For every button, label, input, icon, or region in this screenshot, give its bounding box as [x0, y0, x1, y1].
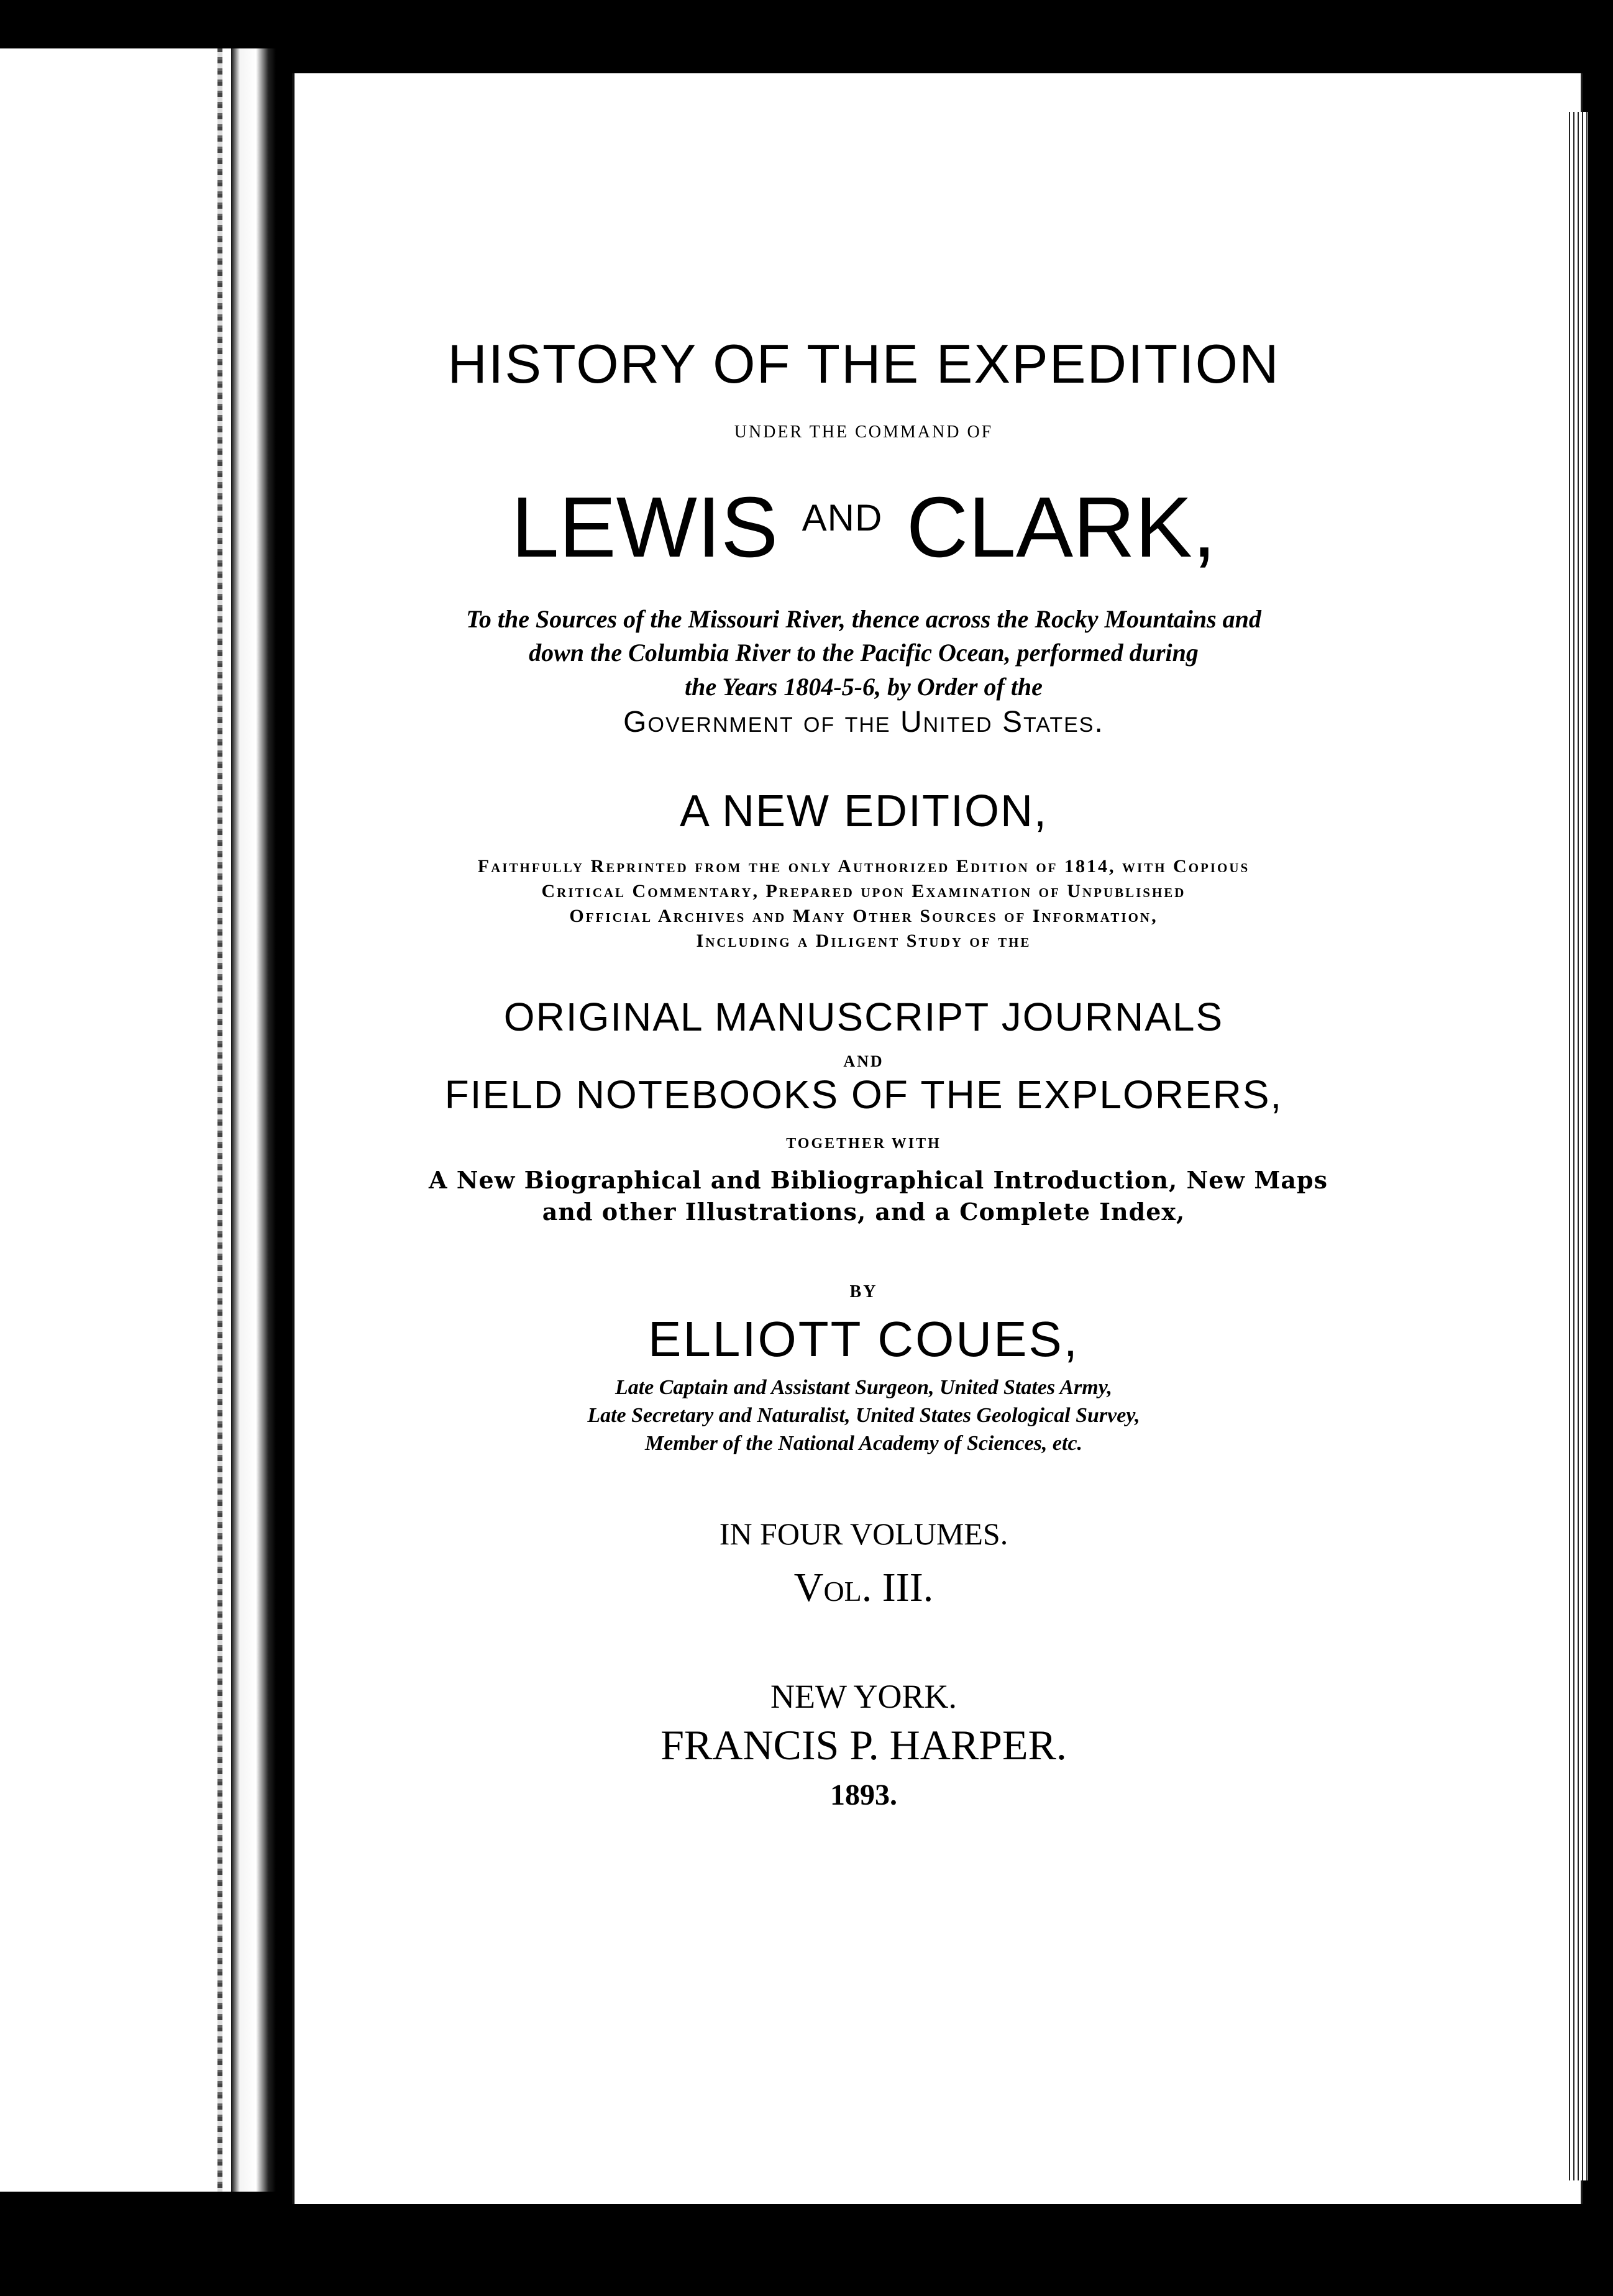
description-line: Critical Commentary, Prepared upon Examination of Unpublished	[541, 880, 1186, 901]
author-name: ELLIOTT COUES,	[647, 1311, 1080, 1367]
torn-edge	[217, 48, 222, 2192]
government-line: Government of the United States.	[623, 706, 1104, 739]
and-connector: AND	[843, 1052, 884, 1070]
subtitle-line: To the Sources of the Missouri River, thence across the Rocky Mountains and	[466, 605, 1261, 633]
new-edition-heading: A NEW EDITION,	[679, 786, 1048, 836]
volumes-line: IN FOUR VOLUMES.	[719, 1516, 1008, 1551]
together-with-line: TOGETHER WITH	[786, 1136, 941, 1152]
left-page-edge	[0, 48, 233, 2192]
publication-year: 1893.	[830, 1779, 897, 1811]
subtitle	[429, 603, 1299, 704]
subtitle-line: the Years 1804-5-6, by Order of the	[685, 672, 1043, 701]
subtitle-line: down the Columbia River to the Pacific Ocean, performed during	[529, 639, 1199, 667]
title-line-2	[429, 480, 1299, 575]
title-lewis: LEWIS	[511, 480, 779, 575]
contents-line: A New Biographical and Bibliographical Introduction, New Maps	[429, 1166, 1328, 1194]
field-notebooks-heading: FIELD NOTEBOOKS OF THE EXPLORERS,	[444, 1072, 1283, 1117]
original-manuscript-heading: ORIGINAL MANUSCRIPT JOURNALS	[503, 995, 1224, 1039]
description-line: Including a Diligent Study of the	[696, 930, 1031, 951]
under-command-line: UNDER THE COMMAND OF	[734, 422, 994, 442]
title-clark: CLARK,	[906, 480, 1217, 575]
volume-number: Vol. III.	[793, 1565, 934, 1610]
credential-line: Member of the National Academy of Sciences, etc.	[644, 1431, 1083, 1455]
credential-line: Late Captain and Assistant Surgeon, United States Army,	[615, 1376, 1113, 1399]
contents-note	[429, 1165, 1328, 1228]
edition-description	[429, 854, 1299, 954]
title-and: AND	[802, 497, 883, 539]
by-line: BY	[849, 1282, 878, 1301]
title-line-1: HISTORY OF THE EXPEDITION	[447, 333, 1280, 394]
author-credentials	[429, 1374, 1299, 1458]
description-line: Official Archives and Many Other Sources of Information,	[569, 905, 1158, 926]
contents-line: and other Illustrations, and a Complete Index,	[542, 1197, 1186, 1226]
book-gutter	[231, 48, 276, 2192]
credential-line: Late Secretary and Naturalist, United States Geological Survey,	[587, 1403, 1140, 1427]
publication-city: NEW YORK.	[770, 1678, 957, 1715]
page-stack-edges	[1566, 112, 1588, 2180]
description-line: Faithfully Reprinted from the only Authorized Edition of 1814, with Copious	[477, 856, 1250, 877]
publisher-name: FRANCIS P. HARPER.	[660, 1721, 1067, 1769]
